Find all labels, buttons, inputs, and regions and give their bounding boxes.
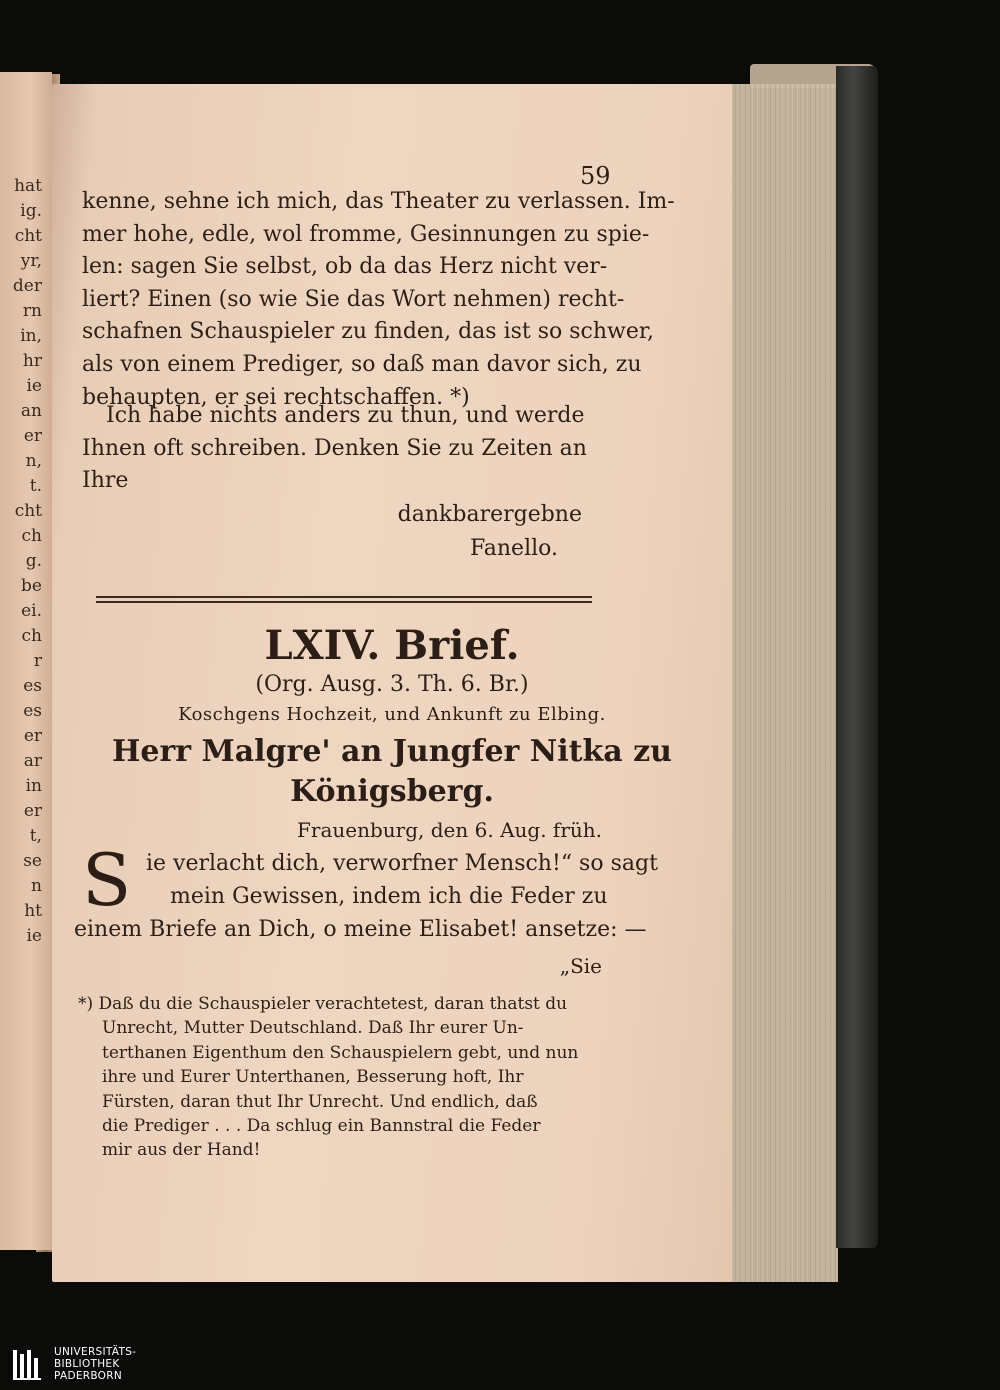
left-fragment-line: ei. bbox=[21, 601, 42, 621]
text-line: als von einem Prediger, so daß man davor sich, zu bbox=[82, 351, 642, 377]
left-fragment-line: er bbox=[23, 426, 42, 446]
book-cover bbox=[836, 66, 878, 1248]
left-fragment-line: der bbox=[12, 276, 42, 296]
left-fragment-line: n bbox=[31, 876, 42, 896]
left-fragment-line: er bbox=[23, 726, 42, 746]
left-fragment-line: ie bbox=[26, 926, 42, 946]
left-fragment-line: ar bbox=[23, 751, 42, 771]
letter-start-paragraph bbox=[146, 848, 658, 913]
left-fragment-line: ht bbox=[24, 901, 42, 921]
footnote-line: Fürsten, daran thut Ihr Unrecht. Und endlich, daß bbox=[102, 1091, 538, 1112]
logo-line: UNIVERSITÄTS- bbox=[54, 1346, 137, 1358]
left-page-fragment bbox=[0, 72, 52, 1250]
text-line: Ihnen oft schreiben. Denken Sie zu Zeiten an bbox=[82, 435, 587, 461]
footnote-line: Unrecht, Mutter Deutschland. Daß Ihr eurer Un- bbox=[102, 1018, 524, 1039]
letter-address-line-1: Herr Malgre' an Jungfer Nitka zu bbox=[112, 734, 672, 769]
book-page-edges bbox=[724, 84, 838, 1282]
footnote-line: terthanen Eigenthum den Schauspielern gebt, und nun bbox=[102, 1042, 579, 1063]
left-page-text-fragment bbox=[2, 174, 42, 949]
left-fragment-line: se bbox=[23, 851, 42, 871]
text-line: ie verlacht dich, verworfner Mensch!“ so sagt bbox=[146, 851, 658, 876]
university-library-logo-icon bbox=[12, 1348, 44, 1380]
footnote-line: *) Daß du die Schauspieler verachtetest, daran thatst du bbox=[78, 994, 568, 1014]
logo-line: BIBLIOTHEK bbox=[54, 1358, 120, 1370]
text-line: kenne, sehne ich mich, das Theater zu verlassen. Im- bbox=[82, 189, 675, 214]
text-line: schafnen Schauspieler zu finden, das ist so schwer, bbox=[82, 319, 654, 345]
left-fragment-line: cht bbox=[14, 226, 42, 246]
left-fragment-line: hr bbox=[22, 351, 42, 371]
footnote-line: die Prediger . . . Da schlug ein Bannstral die Feder bbox=[102, 1116, 541, 1137]
left-fragment-line: in bbox=[25, 776, 42, 796]
library-logo-text bbox=[54, 1346, 136, 1382]
text-line: Ich habe nichts anders zu thun, und werde bbox=[106, 403, 585, 428]
letter-address-line-2: Königsberg. bbox=[290, 774, 494, 809]
text-line: behaupten, er sei rechtschaffen. *) bbox=[82, 384, 470, 410]
text-line: len: sagen Sie selbst, ob da das Herz nicht ver- bbox=[82, 254, 608, 280]
left-fragment-line: ig. bbox=[20, 201, 42, 221]
catchword: „Sie bbox=[559, 954, 602, 978]
left-fragment-line: er bbox=[23, 801, 42, 821]
library-logo-bar bbox=[0, 1340, 1000, 1390]
left-fragment-line: g. bbox=[25, 551, 42, 571]
left-fragment-line: hat bbox=[14, 176, 42, 196]
left-fragment-line: ch bbox=[21, 626, 42, 646]
letter-title: LXIV. Brief. bbox=[264, 622, 520, 669]
logo-line: PADERBORN bbox=[54, 1370, 122, 1382]
footnote bbox=[78, 992, 638, 1163]
text-line: mein Gewissen, indem ich die Feder zu bbox=[170, 883, 608, 909]
letter-end-paragraph bbox=[82, 186, 675, 414]
left-fragment-line: ch bbox=[21, 526, 42, 546]
left-fragment-line: t. bbox=[29, 476, 42, 496]
left-fragment-line: be bbox=[21, 576, 42, 596]
left-fragment-line: cht bbox=[14, 501, 42, 521]
left-fragment-line: in, bbox=[20, 326, 42, 346]
signature-line-1: dankbarergebne bbox=[397, 502, 582, 527]
left-fragment-line: rn bbox=[22, 301, 42, 321]
left-fragment-line: n, bbox=[25, 451, 42, 471]
footnote-line: ihre und Eurer Unterthanen, Besserung hoft, Ihr bbox=[102, 1067, 524, 1088]
letter-summary: Koschgens Hochzeit, und Ankunft zu Elbing. bbox=[178, 704, 606, 725]
page-number: 59 bbox=[580, 162, 611, 190]
letter-source: (Org. Ausg. 3. Th. 6. Br.) bbox=[255, 672, 529, 697]
dateline: Frauenburg, den 6. Aug. früh. bbox=[297, 818, 602, 842]
left-fragment-line: ie bbox=[26, 376, 42, 396]
left-fragment-line: an bbox=[20, 401, 42, 421]
left-fragment-line: r bbox=[33, 651, 42, 671]
letter-closing-paragraph bbox=[82, 400, 642, 498]
text-line: einem Briefe an Dich, o meine Elisabet! ansetze: — bbox=[74, 917, 647, 942]
left-fragment-line: es bbox=[23, 676, 42, 696]
signature-line-2: Fanello. bbox=[470, 536, 558, 561]
left-fragment-line: t, bbox=[29, 826, 42, 846]
left-fragment-line: es bbox=[23, 701, 42, 721]
footnote-line: mir aus der Hand! bbox=[102, 1140, 261, 1161]
letter-start-paragraph-continued bbox=[74, 914, 647, 947]
text-line: mer hohe, edle, wol fromme, Gesinnungen zu spie- bbox=[82, 221, 650, 247]
drop-capital: S bbox=[82, 838, 132, 922]
left-fragment-line: yr, bbox=[20, 251, 42, 271]
text-line: liert? Einen (so wie Sie das Wort nehmen) recht- bbox=[82, 286, 625, 312]
main-page bbox=[52, 84, 732, 1282]
section-divider-rule bbox=[96, 596, 592, 603]
text-line: Ihre bbox=[82, 468, 129, 494]
